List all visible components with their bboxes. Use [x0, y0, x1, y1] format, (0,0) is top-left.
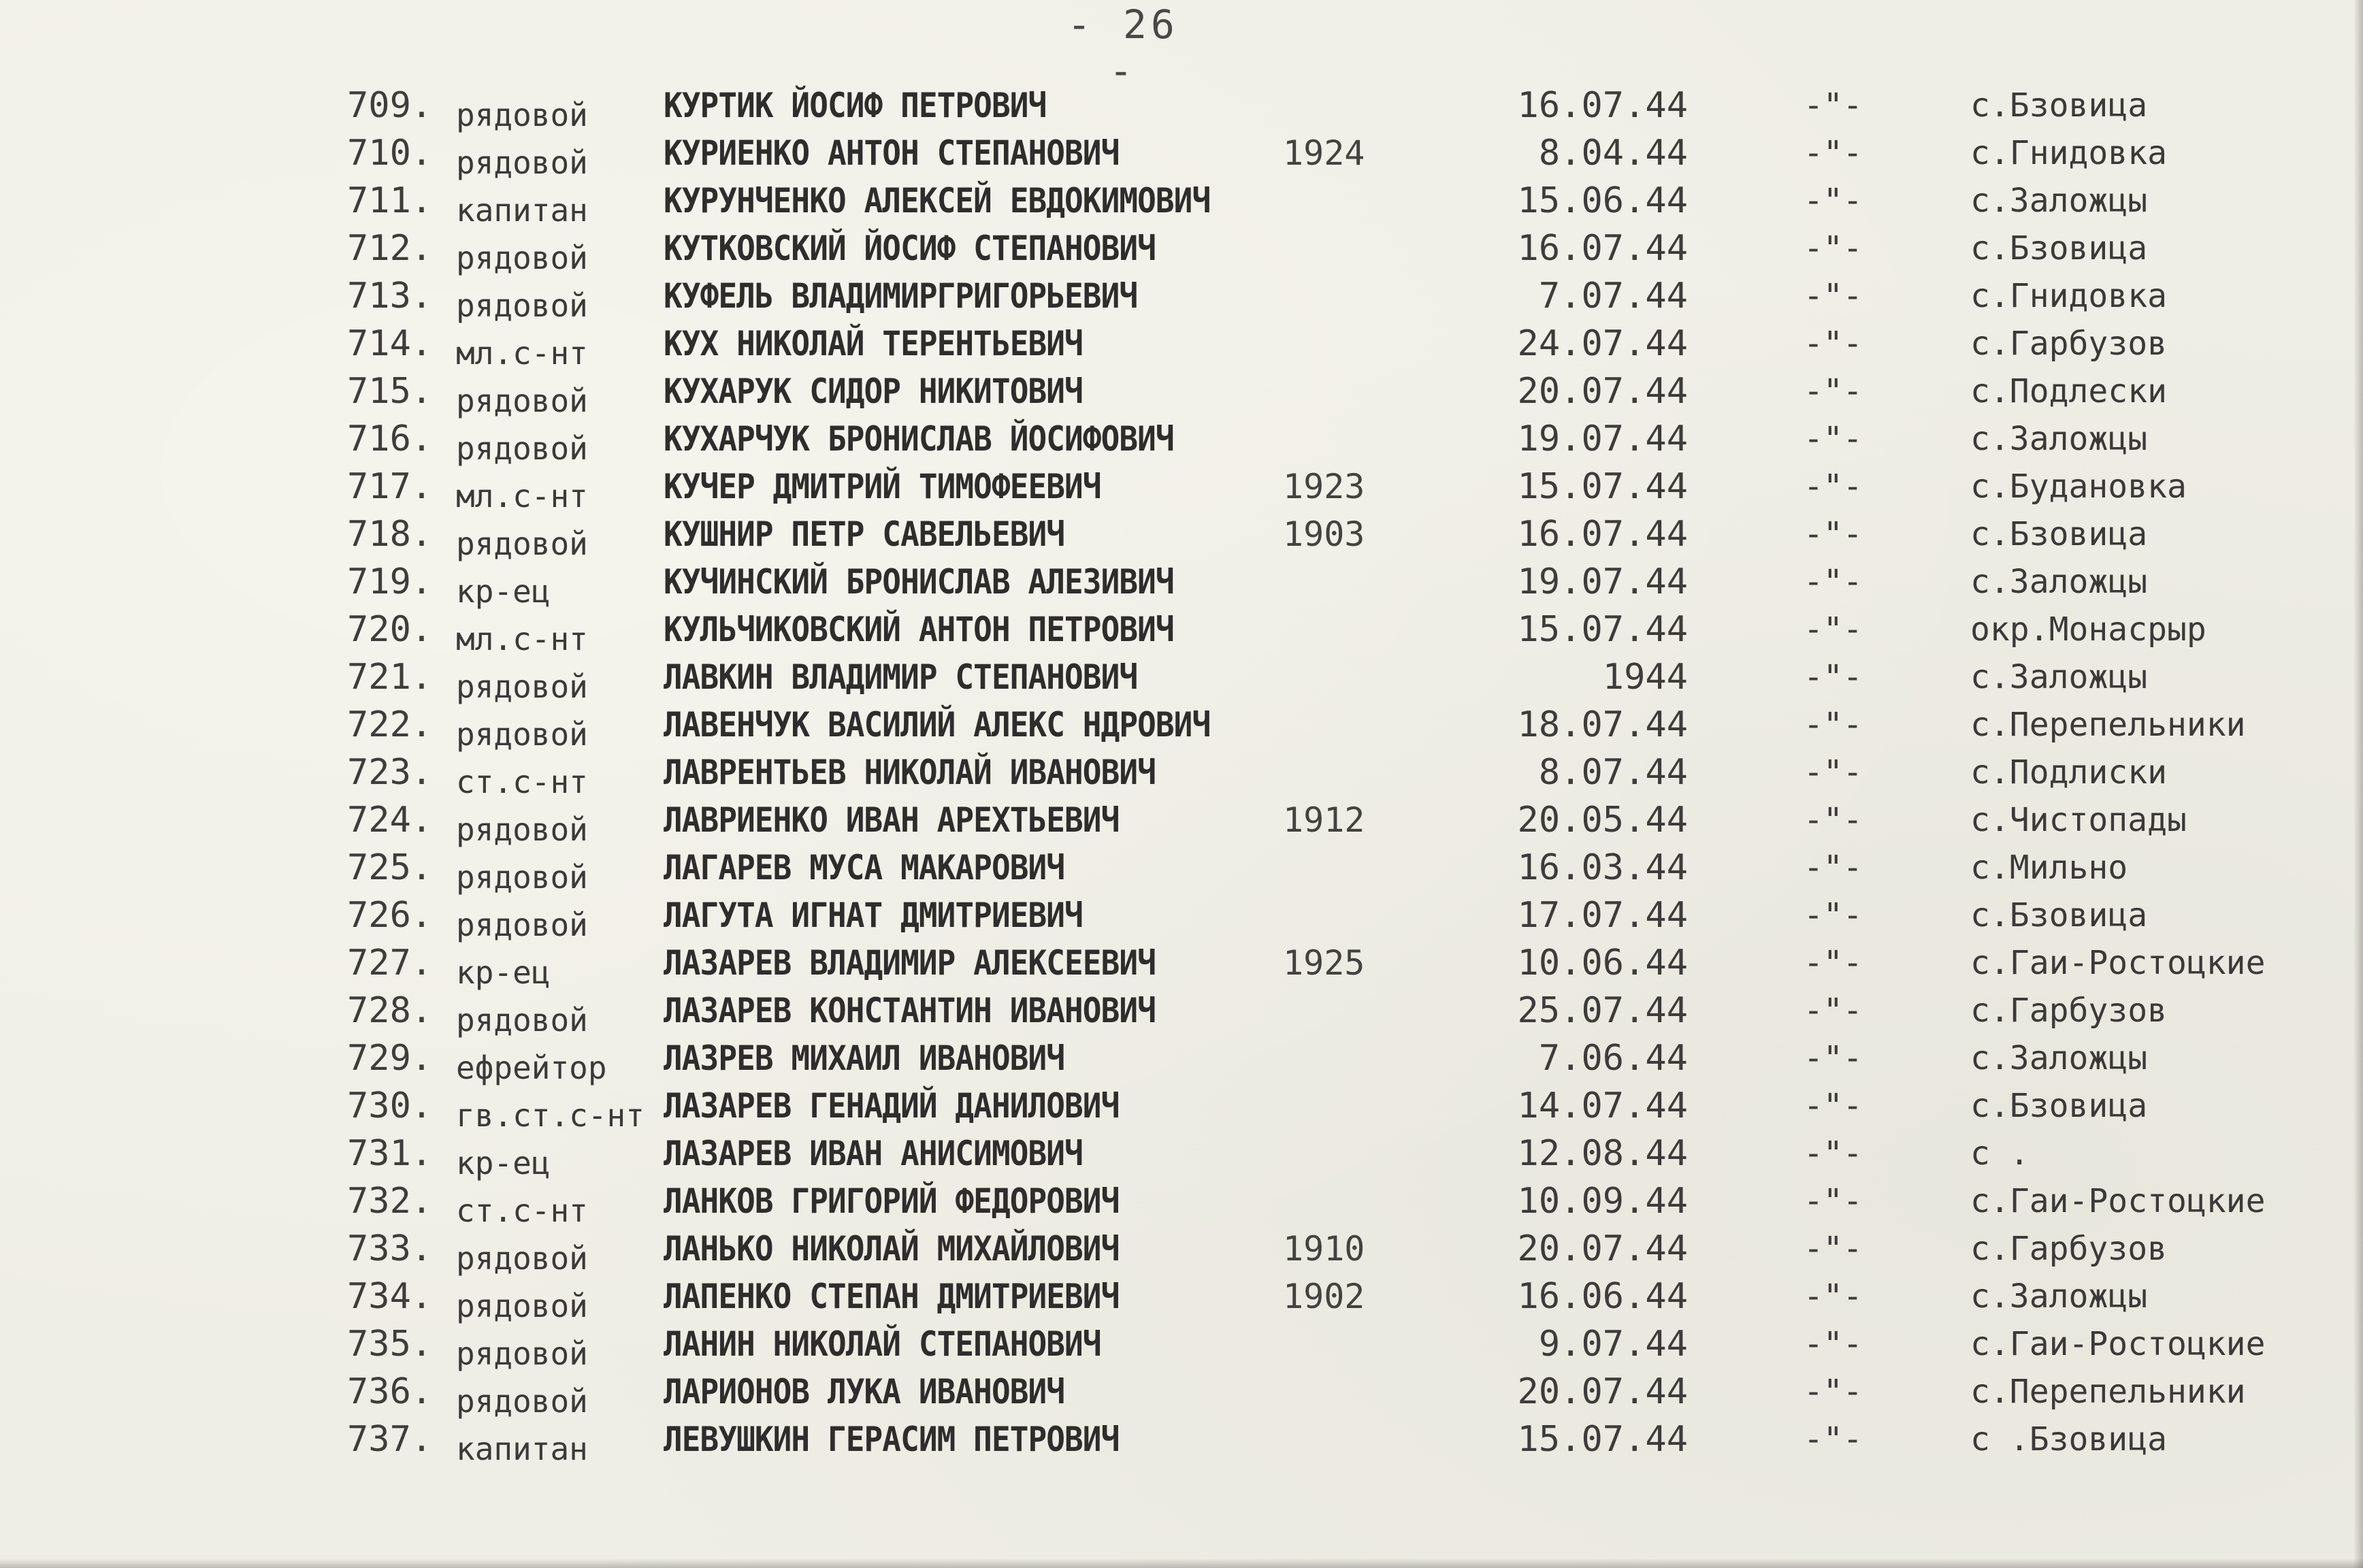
entry-number: 730. [347, 1085, 433, 1126]
entry-place: с.Заложцы [1970, 658, 2148, 696]
entry-number: 736. [347, 1371, 433, 1412]
roster-row [0, 1273, 2363, 1324]
entry-rank: ст.с-нт [456, 1192, 588, 1229]
entry-date: 18.07.44 [1517, 704, 1688, 745]
entry-birth-year: 1903 [1283, 514, 1365, 554]
entry-place: с.Бзовица [1970, 515, 2148, 553]
roster-row [0, 558, 2363, 610]
entry-place: с.Перепельники [1970, 1373, 2246, 1411]
entry-date: 19.07.44 [1517, 561, 1688, 602]
entry-ditto-mark: -"- [1804, 1087, 1863, 1125]
entry-ditto-mark: -"- [1804, 992, 1863, 1030]
roster-row [0, 653, 2363, 705]
entry-rank: кр-ец [456, 1145, 551, 1181]
entry-place: с.Гаи-Ростоцкие [1970, 1325, 2266, 1363]
entry-date: 12.08.44 [1517, 1133, 1688, 1174]
entry-name: ЛАЗАРЕВ ВЛАДИМИР АЛЕКСЕЕВИЧ [664, 943, 1156, 983]
entry-rank: кр-ец [456, 573, 551, 610]
entry-ditto-mark: -"- [1804, 944, 1863, 982]
entry-ditto-mark: -"- [1804, 1325, 1863, 1363]
entry-place: с.Подлески [1970, 372, 2167, 410]
roster-row [0, 272, 2363, 324]
entry-place: с.Бзовица [1970, 896, 2148, 934]
entry-number: 732. [347, 1181, 433, 1222]
entry-number: 733. [347, 1228, 433, 1269]
entry-place: с.Подлиски [1970, 753, 2167, 791]
entry-date: 16.06.44 [1517, 1276, 1688, 1317]
entry-date: 14.07.44 [1517, 1085, 1688, 1126]
entry-date: 9.07.44 [1538, 1324, 1688, 1365]
entry-name: ЛАГАРЕВ МУСА МАКАРОВИЧ [664, 848, 1065, 887]
roster-row [0, 415, 2363, 467]
entry-date: 10.06.44 [1517, 943, 1688, 983]
entry-name: КУЧИНСКИЙ БРОНИСЛАВ АЛЕЗИВИЧ [664, 562, 1174, 602]
entry-rank: рядовой [456, 811, 588, 848]
roster-row [0, 368, 2363, 419]
entry-number: 731. [347, 1133, 433, 1174]
entry-number: 722. [347, 704, 433, 745]
entry-ditto-mark: -"- [1804, 610, 1863, 649]
entry-number: 716. [347, 419, 433, 459]
entry-ditto-mark: -"- [1804, 1134, 1863, 1173]
roster-row [0, 1416, 2363, 1467]
entry-birth-year: 1910 [1283, 1229, 1365, 1269]
entry-rank: рядовой [456, 668, 588, 705]
entry-birth-year: 1912 [1283, 800, 1365, 840]
entry-name: КУРУНЧЕНКО АЛЕКСЕЙ ЕВДОКИМОВИЧ [664, 181, 1211, 220]
entry-rank: рядовой [456, 382, 588, 419]
entry-name: ЛЕВУШКИН ГЕРАСИМ ПЕТРОВИЧ [664, 1420, 1120, 1459]
entry-rank: рядовой [456, 859, 588, 896]
entry-rank: ефрейтор [456, 1049, 607, 1086]
entry-date: 25.07.44 [1517, 990, 1688, 1031]
entry-place: с.Бзовица [1970, 86, 2148, 125]
entry-ditto-mark: -"- [1804, 134, 1863, 172]
entry-number: 712. [347, 228, 433, 269]
entry-place: с.Гнидовка [1970, 134, 2167, 172]
entry-ditto-mark: -"- [1804, 277, 1863, 315]
entry-ditto-mark: -"- [1804, 1039, 1863, 1077]
roster-row [0, 1320, 2363, 1372]
entry-birth-year: 1925 [1283, 943, 1365, 983]
entry-number: 718. [347, 514, 433, 555]
roster-row [0, 82, 2363, 133]
entry-number: 729. [347, 1038, 433, 1079]
entry-number: 727. [347, 943, 433, 983]
entry-rank: рядовой [456, 430, 588, 467]
entry-rank: рядовой [456, 525, 588, 562]
entry-name: КУРИЕНКО АНТОН СТЕПАНОВИЧ [664, 133, 1120, 173]
entry-number: 721. [347, 657, 433, 698]
entry-ditto-mark: -"- [1804, 658, 1863, 696]
roster-row [0, 892, 2363, 943]
entry-date: 16.07.44 [1517, 514, 1688, 555]
entry-place: с.Перепельники [1970, 706, 2246, 744]
entry-place: с.Заложцы [1970, 563, 2148, 601]
entry-name: КУШНИР ПЕТР САВЕЛЬЕВИЧ [664, 514, 1065, 554]
entry-rank: ст.с-нт [456, 764, 588, 800]
roster-row [0, 1082, 2363, 1134]
roster-row [0, 1177, 2363, 1229]
entry-rank: рядовой [456, 1240, 588, 1277]
entry-name: КУХАРЧУК БРОНИСЛАВ ЙОСИФОВИЧ [664, 419, 1174, 459]
entry-number: 728. [347, 990, 433, 1031]
entry-ditto-mark: -"- [1804, 229, 1863, 267]
entry-number: 715. [347, 371, 433, 412]
entry-date: 15.07.44 [1517, 466, 1688, 507]
entry-place: с .Бзовица [1970, 1420, 2167, 1458]
entry-ditto-mark: -"- [1804, 801, 1863, 839]
entry-name: КУЛЬЧИКОВСКИЙ АНТОН ПЕТРОВИЧ [664, 610, 1174, 649]
entry-ditto-mark: -"- [1804, 753, 1863, 791]
roster-row [0, 1225, 2363, 1277]
roster-row [0, 749, 2363, 800]
entry-date: 15.07.44 [1517, 609, 1688, 650]
entry-rank: кр-ец [456, 954, 551, 991]
entry-ditto-mark: -"- [1804, 182, 1863, 220]
entry-date: 8.07.44 [1538, 752, 1688, 793]
entry-rank: рядовой [456, 906, 588, 943]
entry-number: 709. [347, 85, 433, 126]
entry-number: 714. [347, 323, 433, 364]
entry-ditto-mark: -"- [1804, 515, 1863, 553]
roster-row [0, 1034, 2363, 1086]
entry-ditto-mark: -"- [1804, 325, 1863, 363]
entry-ditto-mark: -"- [1804, 420, 1863, 458]
entry-ditto-mark: -"- [1804, 372, 1863, 410]
entry-place: с.Бзовица [1970, 229, 2148, 267]
entry-ditto-mark: -"- [1804, 706, 1863, 744]
page-number: - 26 - [1067, 1, 1179, 94]
entry-name: ЛАВРИЕНКО ИВАН АРЕХТЬЕВИЧ [664, 800, 1120, 840]
entry-name: ЛАВКИН ВЛАДИМИР СТЕПАНОВИЧ [664, 657, 1138, 697]
entry-date: 20.07.44 [1517, 1228, 1688, 1269]
roster-row [0, 987, 2363, 1039]
entry-rank: рядовой [456, 97, 588, 133]
entry-name: ЛАПЕНКО СТЕПАН ДМИТРИЕВИЧ [664, 1277, 1120, 1316]
entry-rank: мл.с-нт [456, 478, 588, 514]
entry-name: КУФЕЛЬ ВЛАДИМИРГРИГОРЬЕВИЧ [664, 276, 1138, 316]
entry-ditto-mark: -"- [1804, 1420, 1863, 1458]
entry-rank: рядовой [456, 1002, 588, 1039]
entry-name: ЛАНИН НИКОЛАЙ СТЕПАНОВИЧ [664, 1324, 1101, 1364]
entry-date: 24.07.44 [1517, 323, 1688, 364]
entry-place: с.Гарбузов [1970, 1230, 2167, 1268]
entry-name: ЛАРИОНОВ ЛУКА ИВАНОВИЧ [664, 1372, 1065, 1411]
roster-row [0, 129, 2363, 181]
entry-birth-year: 1902 [1283, 1277, 1365, 1316]
entry-date: 16.03.44 [1517, 847, 1688, 888]
entry-birth-year: 1924 [1283, 133, 1365, 173]
entry-place: с.Заложцы [1970, 182, 2148, 220]
entry-number: 734. [347, 1276, 433, 1317]
entry-name: КУЧЕР ДМИТРИЙ ТИМОФЕЕВИЧ [664, 467, 1101, 506]
entry-date: 15.06.44 [1517, 180, 1688, 221]
entry-place: с.Заложцы [1970, 1039, 2148, 1077]
page-edge-shadow [2353, 0, 2363, 1568]
entry-ditto-mark: -"- [1804, 1277, 1863, 1316]
entry-number: 713. [347, 276, 433, 316]
entry-rank: капитан [456, 192, 588, 229]
entry-rank: рядовой [456, 240, 588, 276]
entry-place: с.Мильно [1970, 849, 2128, 887]
entry-place: с.Гарбузов [1970, 992, 2167, 1030]
entry-name: КУХАРУК СИДОР НИКИТОВИЧ [664, 372, 1083, 411]
entry-date: 19.07.44 [1517, 419, 1688, 459]
entry-name: ЛАЗАРЕВ ИВАН АНИСИМОВИЧ [664, 1134, 1083, 1173]
entry-place: с.Будановка [1970, 468, 2187, 506]
entry-date: 20.07.44 [1517, 1371, 1688, 1412]
entry-ditto-mark: -"- [1804, 849, 1863, 887]
entry-date: 15.07.44 [1517, 1419, 1688, 1460]
roster-row [0, 796, 2363, 848]
entry-date: 10.09.44 [1517, 1181, 1688, 1222]
entry-date: 20.05.44 [1517, 800, 1688, 840]
entry-birth-year: 1923 [1283, 467, 1365, 506]
roster-row [0, 1130, 2363, 1181]
roster-list [0, 82, 2363, 1467]
entry-name: КУХ НИКОЛАЙ ТЕРЕНТЬЕВИЧ [664, 324, 1083, 363]
entry-name: ЛАВЕНЧУК ВАСИЛИЙ АЛЕКС НДРОВИЧ [664, 705, 1211, 745]
entry-number: 724. [347, 800, 433, 840]
entry-number: 710. [347, 133, 433, 174]
entry-ditto-mark: -"- [1804, 1182, 1863, 1220]
entry-name: ЛАНКОВ ГРИГОРИЙ ФЕДОРОВИЧ [664, 1181, 1120, 1221]
roster-row [0, 1368, 2363, 1420]
entry-place: с.Заложцы [1970, 420, 2148, 458]
entry-name: ЛАЗАРЕВ ГЕНАДИЙ ДАНИЛОВИЧ [664, 1086, 1120, 1126]
entry-place: с.Гарбузов [1970, 325, 2167, 363]
entry-name: ЛАЗРЕВ МИХАИЛ ИВАНОВИЧ [664, 1039, 1065, 1078]
entry-name: КУРТИК ЙОСИФ ПЕТРОВИЧ [664, 86, 1047, 125]
entry-ditto-mark: -"- [1804, 468, 1863, 506]
entry-name: ЛАВРЕНТЬЕВ НИКОЛАЙ ИВАНОВИЧ [664, 753, 1156, 792]
roster-row [0, 463, 2363, 514]
entry-place: с.Гаи-Ростоцкие [1970, 944, 2266, 982]
entry-rank: рядовой [456, 144, 588, 181]
entry-number: 737. [347, 1419, 433, 1460]
entry-name: ЛАГУТА ИГНАТ ДМИТРИЕВИЧ [664, 896, 1083, 935]
roster-row [0, 606, 2363, 657]
entry-date: 16.07.44 [1517, 85, 1688, 126]
entry-number: 725. [347, 847, 433, 888]
entry-place: окр.Монасрыр [1970, 610, 2206, 649]
entry-rank: рядовой [456, 1383, 588, 1420]
entry-ditto-mark: -"- [1804, 563, 1863, 601]
page-edge-shadow [0, 1558, 2363, 1568]
entry-number: 717. [347, 466, 433, 507]
roster-row [0, 939, 2363, 991]
entry-date: 1944 [1602, 657, 1688, 698]
entry-place: с.Чистопады [1970, 801, 2187, 839]
entry-ditto-mark: -"- [1804, 86, 1863, 125]
entry-date: 20.07.44 [1517, 371, 1688, 412]
entry-ditto-mark: -"- [1804, 896, 1863, 934]
entry-date: 16.07.44 [1517, 228, 1688, 269]
entry-date: 17.07.44 [1517, 895, 1688, 936]
entry-place: с . [1970, 1134, 2030, 1173]
entry-ditto-mark: -"- [1804, 1373, 1863, 1411]
entry-number: 719. [347, 561, 433, 602]
entry-number: 711. [347, 180, 433, 221]
entry-rank: гв.ст.с-нт [456, 1097, 645, 1134]
entry-name: КУТКОВСКИЙ ЙОСИФ СТЕПАНОВИЧ [664, 229, 1156, 268]
entry-rank: капитан [456, 1431, 588, 1467]
roster-row [0, 844, 2363, 896]
entry-name: ЛАНЬКО НИКОЛАЙ МИХАЙЛОВИЧ [664, 1229, 1120, 1269]
entry-rank: мл.с-нт [456, 621, 588, 657]
entry-name: ЛАЗАРЕВ КОНСТАНТИН ИВАНОВИЧ [664, 991, 1156, 1030]
entry-number: 720. [347, 609, 433, 650]
entry-number: 723. [347, 752, 433, 793]
entry-date: 7.07.44 [1538, 276, 1688, 316]
roster-row [0, 701, 2363, 753]
entry-place: с.Гнидовка [1970, 277, 2167, 315]
entry-place: с.Заложцы [1970, 1277, 2148, 1316]
roster-row [0, 320, 2363, 372]
entry-date: 8.04.44 [1538, 133, 1688, 174]
entry-rank: рядовой [456, 287, 588, 324]
entry-number: 726. [347, 895, 433, 936]
entry-rank: рядовой [456, 716, 588, 753]
entry-number: 735. [347, 1324, 433, 1365]
entry-ditto-mark: -"- [1804, 1230, 1863, 1268]
entry-place: с.Гаи-Ростоцкие [1970, 1182, 2266, 1220]
entry-date: 7.06.44 [1538, 1038, 1688, 1079]
entry-rank: рядовой [456, 1288, 588, 1324]
roster-row [0, 225, 2363, 276]
entry-place: с.Бзовица [1970, 1087, 2148, 1125]
roster-row [0, 177, 2363, 229]
roster-row [0, 510, 2363, 562]
entry-rank: мл.с-нт [456, 335, 588, 372]
entry-rank: рядовой [456, 1335, 588, 1372]
